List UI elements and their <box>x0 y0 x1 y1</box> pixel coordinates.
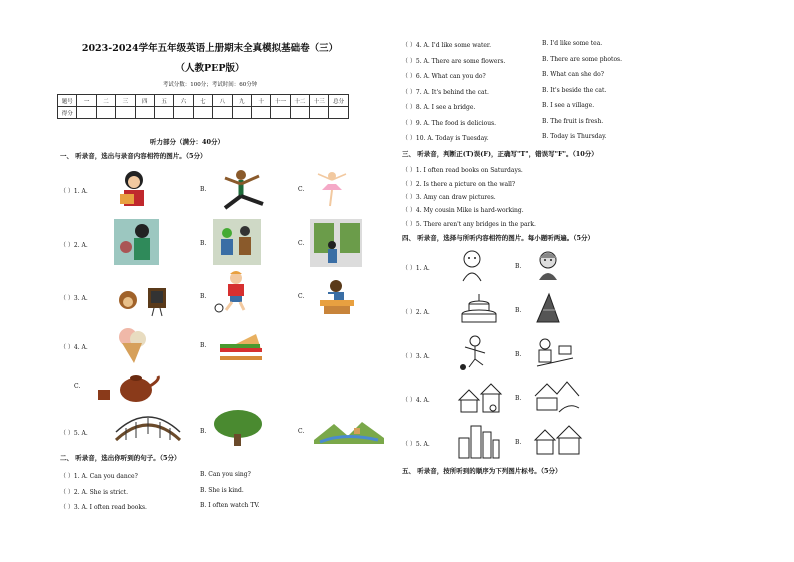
s3-q4: （ ）4. My cousin Mike is hard-working. <box>402 207 524 214</box>
option-c-label: C. <box>298 186 305 193</box>
s2-q9-b: B. The fruit is fresh. <box>542 118 604 125</box>
s2-q1: （ ）1. A. Can you dance? <box>60 473 138 480</box>
table-cell: 五 <box>154 95 173 107</box>
section-3-heading: 三、 听录音，判断正(T)误(F)，正确写"T"，错误写"F"。（10分） <box>402 150 598 158</box>
grandma-picture <box>459 249 485 287</box>
listening-header: 听力部分（满分：40分） <box>150 138 225 146</box>
teapot-picture <box>96 372 162 408</box>
table-cell: 一 <box>77 95 96 107</box>
section-2-heading: 二、 听录音，选出你听到的句子。（5分） <box>60 454 181 462</box>
s3-q1: （ ）1. I often read books on Saturdays. <box>402 167 523 174</box>
score-table-score-row <box>58 107 349 119</box>
s4-q2: （ ）2. A. <box>402 309 430 316</box>
s2-q7: （ ）7. A. It's behind the cat. <box>402 89 489 96</box>
table-cell: 题号 <box>58 95 77 107</box>
s2-q1-b: B. Can you sing? <box>200 471 251 478</box>
s2-q3: （ ）3. A. I often read books. <box>60 504 147 511</box>
option-c-label: C. <box>298 428 305 435</box>
option-b-label: B. <box>200 428 207 435</box>
s4-q5: （ ）5. A. <box>402 441 430 448</box>
s2-q2-b: B. She is kind. <box>200 487 244 494</box>
boy-reading-sketch <box>535 336 575 376</box>
table-cell: 七 <box>193 95 212 107</box>
s2-q10: （ ）10. A. Today is Tuesday. <box>402 135 489 142</box>
q2-label: （ ）2. A. <box>60 242 88 249</box>
score-cell[interactable] <box>154 107 173 119</box>
table-cell: 九 <box>232 95 251 107</box>
sandwich-picture <box>218 330 264 366</box>
score-cell[interactable] <box>329 107 348 119</box>
section-4-heading: 四、 听录音，选择与所听内容相符的图片。每小题听两遍。（5分） <box>402 234 595 242</box>
section-1-heading: 一、 听录音，选出与录音内容相符的图片。（5分） <box>60 152 207 160</box>
score-cell[interactable] <box>290 107 309 119</box>
village-sketch <box>457 380 505 420</box>
s2-q2: （ ）2. A. She is strict. <box>60 489 128 496</box>
option-b-label: B. <box>515 351 522 358</box>
s2-q8: （ ）8. A. I see a bridge. <box>402 104 476 111</box>
boy-football-sketch <box>459 335 489 375</box>
table-cell: 四 <box>135 95 154 107</box>
table-cell: 十 <box>251 95 270 107</box>
kung-fu-picture <box>215 168 270 216</box>
family-picture <box>213 219 261 269</box>
s2-q8-b: B. I see a village. <box>542 102 595 109</box>
option-b-label: B. <box>200 342 207 349</box>
score-cell[interactable] <box>135 107 154 119</box>
old-woman-picture <box>535 250 561 286</box>
option-c-label: C. <box>298 293 305 300</box>
s2-q5: （ ）5. A. There are some flowers. <box>402 58 506 65</box>
window-cleaning-picture <box>310 219 362 271</box>
farm-houses-sketch <box>533 424 583 462</box>
score-cell[interactable] <box>310 107 329 119</box>
score-cell[interactable] <box>193 107 212 119</box>
section-5-heading: 五、 听录音，按所听到的顺序为下列图片标号。（5分） <box>402 467 562 475</box>
football-boy-picture <box>212 270 256 318</box>
table-cell: 三 <box>116 95 135 107</box>
edition-label: （人教PEP版） <box>175 63 245 74</box>
table-cell: 六 <box>174 95 193 107</box>
birthday-cake-picture <box>459 292 499 330</box>
tree-picture <box>212 408 264 452</box>
option-b-label: B. <box>515 439 522 446</box>
ballet-dancer-picture <box>312 170 352 212</box>
option-b-label: B. <box>200 293 207 300</box>
q4-label: （ ）4. A. <box>60 344 88 351</box>
s2-q6: （ ）6. A. What can you do? <box>402 73 486 80</box>
score-cell[interactable] <box>271 107 290 119</box>
q3-label: （ ）3. A. <box>60 295 88 302</box>
table-cell: 总分 <box>329 95 348 107</box>
option-c-label: C. <box>74 383 81 390</box>
s2-q10-b: B. Today is Thursday. <box>542 133 607 140</box>
score-cell[interactable] <box>232 107 251 119</box>
option-b-label: B. <box>515 307 522 314</box>
s2-q4: （ ）4. A. I'd like some water. <box>402 42 492 49</box>
reading-girl-picture <box>114 168 154 214</box>
score-cell[interactable] <box>213 107 232 119</box>
score-cell[interactable] <box>77 107 96 119</box>
score-cell[interactable] <box>96 107 115 119</box>
studying-boy-picture <box>316 276 358 320</box>
exam-title: 2023-2024学年五年级英语上册期末全真模拟基础卷（三） <box>81 43 339 54</box>
score-cell[interactable] <box>116 107 135 119</box>
s3-q2: （ ）2. Is there a picture on the wall? <box>402 181 516 188</box>
table-cell: 十一 <box>271 95 290 107</box>
option-b-label: B. <box>515 263 522 270</box>
s3-q5: （ ）5. There aren't any bridges in the park. <box>402 221 536 228</box>
s2-q5-b: B. There are some photos. <box>542 56 623 63</box>
s3-q3: （ ）3. Amy can draw pictures. <box>402 194 496 201</box>
river-village-picture <box>314 418 384 448</box>
city-buildings-sketch <box>457 422 501 464</box>
cooking-picture <box>114 219 159 269</box>
s2-q6-b: B. What can she do? <box>542 71 604 78</box>
score-table <box>57 94 349 119</box>
sandwich-slice-picture <box>535 292 561 328</box>
s2-q9: （ ）9. A. The food is delicious. <box>402 120 497 127</box>
q1-label: （ ）1. A. <box>60 188 88 195</box>
table-cell: 八 <box>213 95 232 107</box>
ice-cream-picture <box>114 325 150 369</box>
s2-q7-b: B. It's beside the cat. <box>542 87 607 94</box>
right-column <box>397 0 794 562</box>
q5-label: （ ）5. A. <box>60 430 88 437</box>
table-cell: 二 <box>96 95 115 107</box>
monkey-tv-picture <box>114 282 172 324</box>
s2-q3-b: B. I often watch TV. <box>200 502 260 509</box>
exam-info: 考试分数：100分；考试时间：60分钟 <box>162 82 258 88</box>
table-cell: 十三 <box>310 95 329 107</box>
option-b-label: B. <box>200 240 207 247</box>
option-b-label: B. <box>515 395 522 402</box>
s2-q4-b: B. I'd like some tea. <box>542 40 603 47</box>
s4-q4: （ ）4. A. <box>402 397 430 404</box>
table-cell: 得分 <box>58 107 77 119</box>
s4-q3: （ ）3. A. <box>402 353 430 360</box>
option-b-label: B. <box>200 186 207 193</box>
table-cell: 十二 <box>290 95 309 107</box>
s4-q1: （ ）1. A. <box>402 265 430 272</box>
score-table-header-row <box>58 95 349 107</box>
score-cell[interactable] <box>251 107 270 119</box>
mountain-river-sketch <box>533 378 581 418</box>
option-c-label: C. <box>298 240 305 247</box>
bridge-picture <box>114 412 182 448</box>
score-cell[interactable] <box>174 107 193 119</box>
